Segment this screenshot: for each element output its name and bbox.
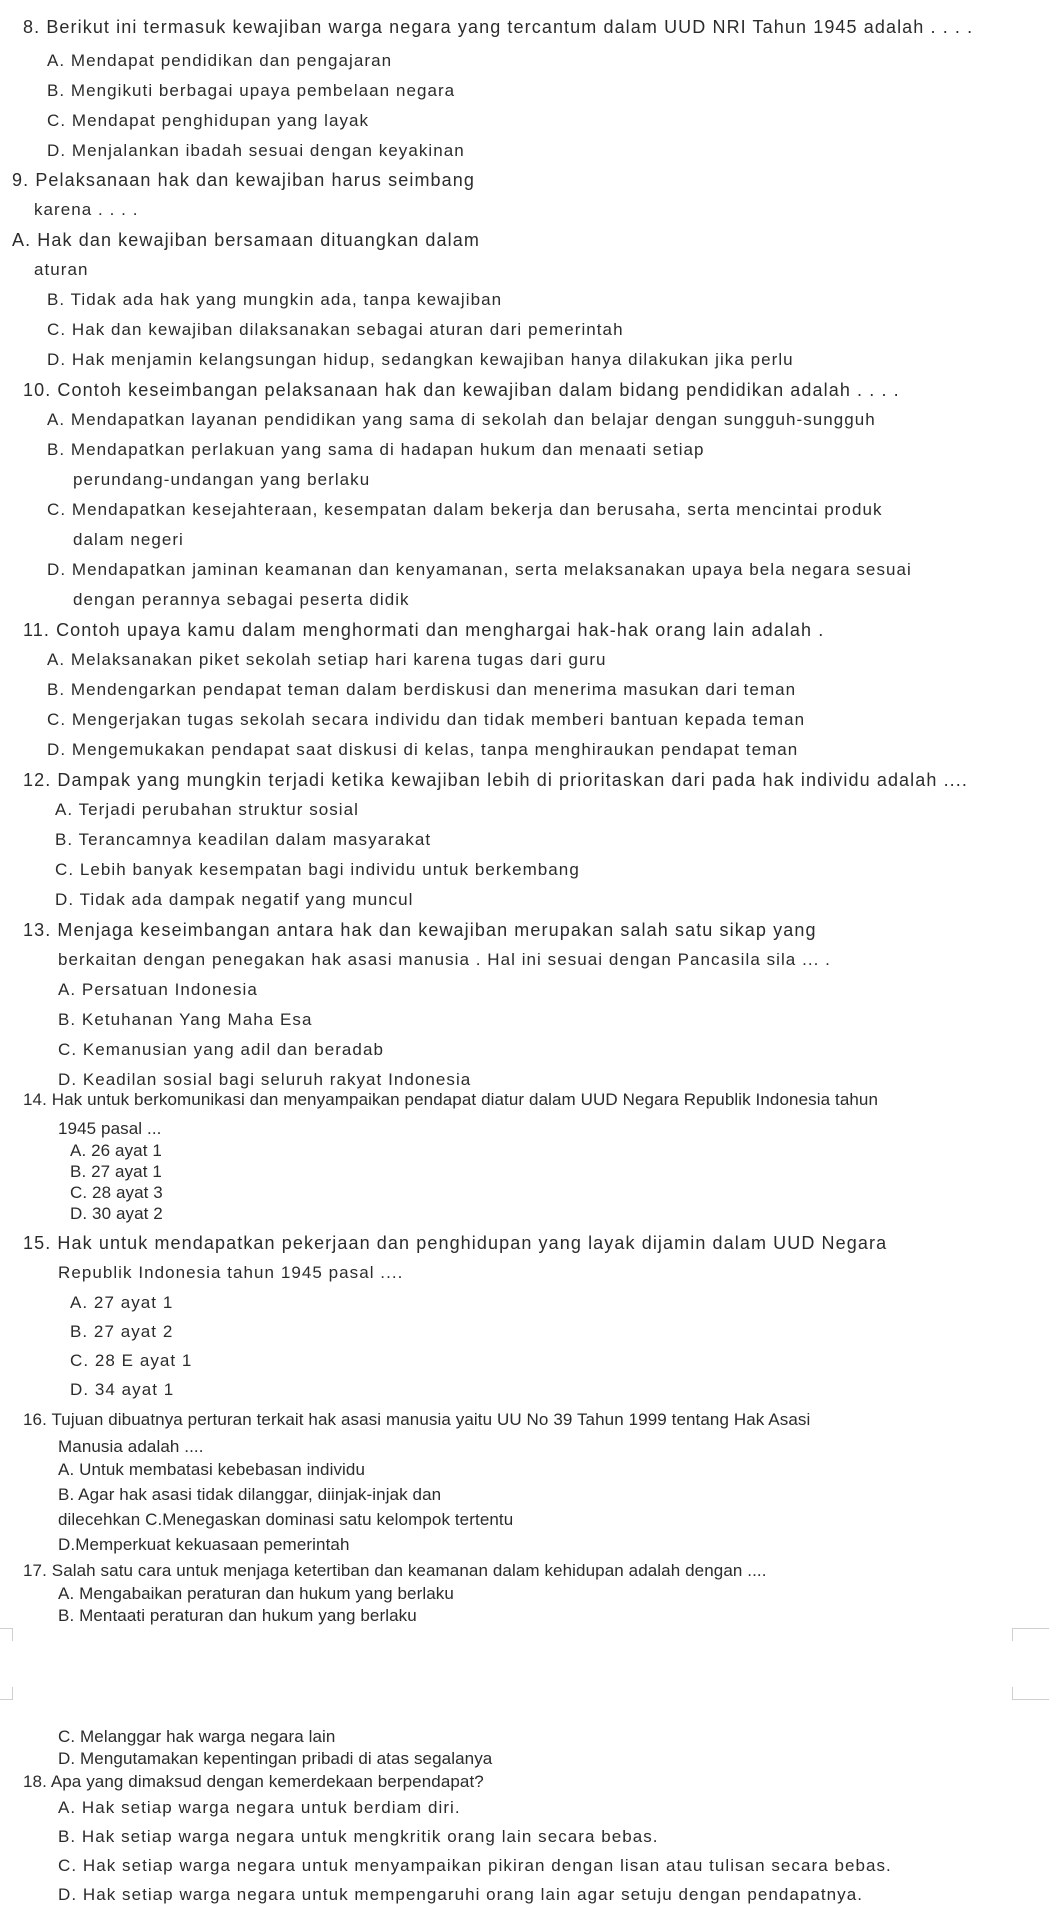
q11-option-a: A. Melaksanakan piket sekolah setiap hari karena tugas dari guru xyxy=(47,650,607,669)
q9-option-b: B. Tidak ada hak yang mungkin ada, tanpa kewajiban xyxy=(47,290,503,309)
corner-mark-top-right xyxy=(1012,1628,1049,1641)
corner-mark-bottom-right xyxy=(1012,1687,1049,1700)
q8-option-b: B. Mengikuti berbagai upaya pembelaan negara xyxy=(47,81,456,100)
page-break-gap xyxy=(0,1628,1049,1700)
q11-option-b: B. Mendengarkan pendapat teman dalam berdiskusi dan menerima masukan dari teman xyxy=(47,680,797,699)
q15-stem-line1: 15. Hak untuk mendapatkan pekerjaan dan penghidupan yang layak dijamin dalam UUD Negara xyxy=(23,1233,888,1253)
q10-stem: 10. Contoh keseimbangan pelaksanaan hak dan kewajiban dalam bidang pendidikan adalah . . . . xyxy=(23,380,900,400)
q12-stem: 12. Dampak yang mungkin terjadi ketika kewajiban lebih di prioritaskan dari pada hak individu adalah .... xyxy=(23,770,968,790)
q9-option-c: C. Hak dan kewajiban dilaksanakan sebagai aturan dari pemerintah xyxy=(47,320,624,339)
q10-option-c-line1: C. Mendapatkan kesejahteraan, kesempatan dalam bekerja dan berusaha, serta mencintai produk xyxy=(47,500,883,519)
q18-option-d: D. Hak setiap warga negara untuk mempengaruhi orang lain agar setuju dengan pendapatnya. xyxy=(58,1885,863,1904)
q15-option-b: B. 27 ayat 2 xyxy=(70,1322,174,1341)
q17-option-d: D. Mengutamakan kepentingan pribadi di atas segalanya xyxy=(58,1749,493,1768)
q10-option-d-line1: D. Mendapatkan jaminan keamanan dan kenyamanan, serta melaksanakan upaya bela negara sesuai xyxy=(47,560,912,579)
q17-stem: 17. Salah satu cara untuk menjaga ketertiban dan keamanan dalam kehidupan adalah dengan .... xyxy=(23,1561,767,1580)
q13-option-b: B. Ketuhanan Yang Maha Esa xyxy=(58,1010,313,1029)
q14-stem-line2: 1945 pasal ... xyxy=(58,1119,162,1138)
q10-option-a: A. Mendapatkan layanan pendidikan yang sama di sekolah dan belajar dengan sungguh-sungguh xyxy=(47,410,876,429)
q18-option-b: B. Hak setiap warga negara untuk mengkritik orang lain secara bebas. xyxy=(58,1827,659,1846)
q11-option-c: C. Mengerjakan tugas sekolah secara individu dan tidak memberi bantuan kepada teman xyxy=(47,710,806,729)
q8-option-c: C. Mendapat penghidupan yang layak xyxy=(47,111,370,130)
q10-option-c-line2: dalam negeri xyxy=(73,530,184,549)
q9-option-a-line1: A. Hak dan kewajiban bersamaan dituangkan dalam xyxy=(12,230,480,250)
q16-stem-line1: 16. Tujuan dibuatnya perturan terkait hak asasi manusia yaitu UU No 39 Tahun 1999 tentang Hak Asasi xyxy=(23,1410,811,1429)
q16-option-a: A. Untuk membatasi kebebasan individu xyxy=(58,1460,366,1479)
q11-option-d: D. Mengemukakan pendapat saat diskusi di kelas, tanpa menghiraukan pendapat teman xyxy=(47,740,799,759)
q14-option-d: D. 30 ayat 2 xyxy=(70,1204,163,1223)
q18-option-c: C. Hak setiap warga negara untuk menyampaikan pikiran dengan lisan atau tulisan secara bebas. xyxy=(58,1856,892,1875)
q15-option-c: C. 28 E ayat 1 xyxy=(70,1351,193,1370)
q16-option-b-c-merged: dilecehkan C.Menegaskan dominasi satu kelompok tertentu xyxy=(58,1510,514,1529)
q12-option-d: D. Tidak ada dampak negatif yang muncul xyxy=(55,890,414,909)
q13-stem-line1: 13. Menjaga keseimbangan antara hak dan kewajiban merupakan salah satu sikap yang xyxy=(23,920,817,940)
q8-option-a: A. Mendapat pendidikan dan pengajaran xyxy=(47,51,393,70)
q8-stem: 8. Berikut ini termasuk kewajiban warga negara yang tercantum dalam UUD NRI Tahun 1945 adalah . . . . xyxy=(23,17,974,37)
q14-option-a: A. 26 ayat 1 xyxy=(70,1141,162,1160)
q9-stem-line1: 9. Pelaksanaan hak dan kewajiban harus seimbang xyxy=(12,170,475,190)
q14-option-c: C. 28 ayat 3 xyxy=(70,1183,163,1202)
q18-option-a: A. Hak setiap warga negara untuk berdiam diri. xyxy=(58,1798,461,1817)
q12-option-a: A. Terjadi perubahan struktur sosial xyxy=(55,800,359,819)
q15-option-d: D. 34 ayat 1 xyxy=(70,1380,175,1399)
q16-option-b: B. Agar hak asasi tidak dilanggar, diinjak-injak dan xyxy=(58,1485,442,1504)
q9-option-d: D. Hak menjamin kelangsungan hidup, sedangkan kewajiban hanya dilakukan jika perlu xyxy=(47,350,794,369)
q17-option-b: B. Mentaati peraturan dan hukum yang berlaku xyxy=(58,1606,417,1625)
q10-option-d-line2: dengan perannya sebagai peserta didik xyxy=(73,590,410,609)
q17-option-c: C. Melanggar hak warga negara lain xyxy=(58,1727,336,1746)
q11-stem: 11. Contoh upaya kamu dalam menghormati dan menghargai hak-hak orang lain adalah . xyxy=(23,620,825,640)
q13-option-a: A. Persatuan Indonesia xyxy=(58,980,258,999)
q18-stem: 18. Apa yang dimaksud dengan kemerdekaan berpendapat? xyxy=(23,1772,484,1791)
q13-option-c: C. Kemanusian yang adil dan beradab xyxy=(58,1040,384,1059)
q15-option-a: A. 27 ayat 1 xyxy=(70,1293,174,1312)
q9-option-a-line2: aturan xyxy=(34,260,89,279)
q16-stem-line2: Manusia adalah .... xyxy=(58,1437,204,1456)
q9-stem-line2: karena . . . . xyxy=(34,200,139,219)
q14-option-b: B. 27 ayat 1 xyxy=(70,1162,162,1181)
q12-option-b: B. Terancamnya keadilan dalam masyarakat xyxy=(55,830,432,849)
q12-option-c: C. Lebih banyak kesempatan bagi individu untuk berkembang xyxy=(55,860,580,879)
q13-stem-line2: berkaitan dengan penegakan hak asasi manusia . Hal ini sesuai dengan Pancasila sila ... . xyxy=(58,950,831,969)
q10-option-b-line1: B. Mendapatkan perlakuan yang sama di hadapan hukum dan menaati setiap xyxy=(47,440,705,459)
q17-option-a: A. Mengabaikan peraturan dan hukum yang berlaku xyxy=(58,1584,454,1603)
corner-mark-bottom-left xyxy=(0,1687,13,1700)
q15-stem-line2: Republik Indonesia tahun 1945 pasal .... xyxy=(58,1263,404,1282)
q16-option-d: D.Memperkuat kekuasaan pemerintah xyxy=(58,1535,350,1554)
q13-option-d: D. Keadilan sosial bagi seluruh rakyat Indonesia xyxy=(58,1070,472,1089)
corner-mark-top-left xyxy=(0,1628,13,1641)
q14-stem-line1: 14. Hak untuk berkomunikasi dan menyampaikan pendapat diatur dalam UUD Negara Republik Indonesia tahun xyxy=(23,1090,879,1109)
q10-option-b-line2: perundang-undangan yang berlaku xyxy=(73,470,371,489)
q8-option-d: D. Menjalankan ibadah sesuai dengan keyakinan xyxy=(47,141,465,160)
